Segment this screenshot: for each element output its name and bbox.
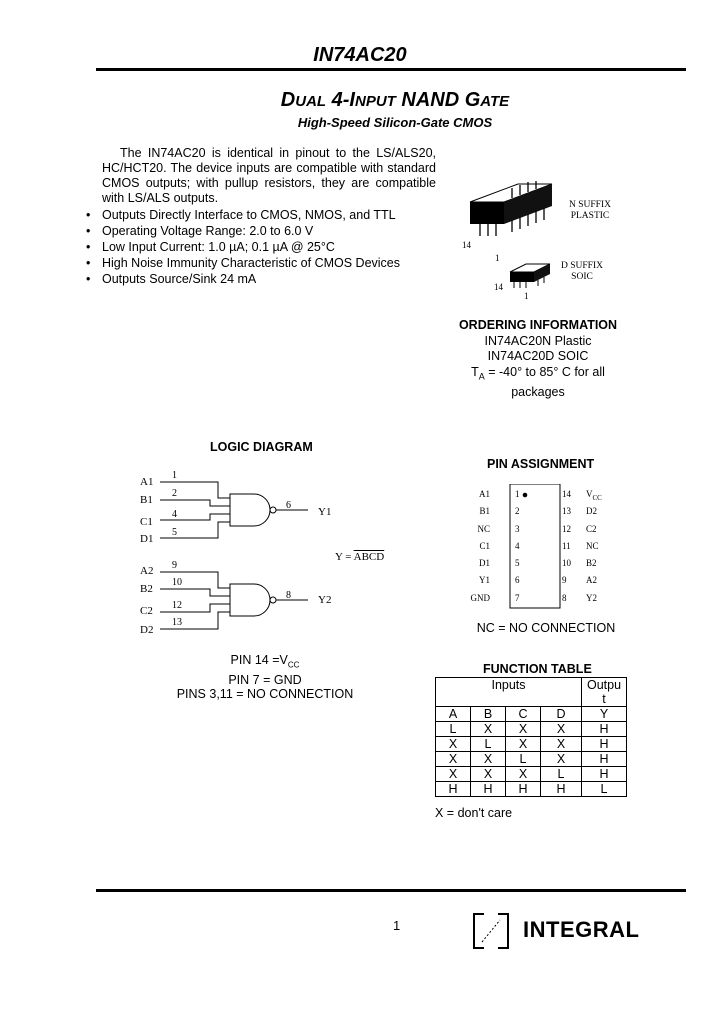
logic-notes — [150, 653, 380, 701]
function-table — [435, 677, 627, 797]
pin-1-label: 1 — [495, 253, 500, 263]
pin-name-text: V — [586, 489, 593, 499]
input-label-b1: B1 — [140, 494, 153, 506]
table-cell: A — [436, 707, 471, 722]
ordering-line: packages — [511, 384, 565, 399]
note-subscript: CC — [287, 660, 300, 670]
label-line: SOIC — [571, 272, 593, 282]
pin-name: Y1 — [479, 575, 490, 586]
pin-name: D2 — [586, 506, 597, 517]
input-label-b2: B2 — [140, 583, 153, 595]
input-label-a1: A1 — [140, 476, 154, 488]
temp-range: = -40° to 85° C for all — [484, 364, 605, 379]
pin-14-label: 14 — [462, 240, 471, 250]
equation-lhs: Y = — [335, 551, 354, 563]
input-label-d1: D1 — [140, 533, 154, 545]
table-cell: H — [582, 752, 627, 767]
input-label-a2: A2 — [140, 565, 154, 577]
brand-name: INTEGRAL — [523, 917, 640, 942]
title-part: NPUT — [354, 93, 396, 110]
input-label-c1: C1 — [140, 516, 153, 528]
pin-row — [440, 489, 620, 506]
inputs-header: Inputs — [436, 678, 582, 707]
table-cell: X — [471, 752, 506, 767]
output-header — [582, 678, 627, 707]
pin-number: 12 — [172, 600, 182, 611]
table-cell: H — [582, 722, 627, 737]
pin-row — [440, 524, 620, 541]
label-line: D SUFFIX — [561, 261, 603, 271]
pin-assignment-heading: PIN ASSIGNMENT — [487, 457, 595, 471]
pin-name: B2 — [586, 558, 597, 569]
table-header-row — [436, 678, 627, 707]
pin-number: 13 — [562, 506, 571, 517]
pin-number: 11 — [562, 540, 571, 551]
table-cell: X — [436, 752, 471, 767]
pin-number: 14 — [562, 489, 571, 499]
pin-name: A1 — [479, 489, 490, 499]
table-cell: X — [436, 737, 471, 752]
pin-name: GND — [470, 592, 490, 603]
pin-14-label: 14 — [494, 282, 503, 292]
feature-text: µA @ 25°C — [272, 240, 335, 254]
table-row — [436, 752, 627, 767]
feature-item: • Operating Voltage Range: 2.0 to 6.0 V — [102, 223, 400, 239]
note-line: PINS 3,11 = NO CONNECTION — [176, 686, 354, 701]
table-cell: Y — [582, 707, 627, 722]
title-part: G — [464, 89, 481, 111]
pin-number: 2 — [515, 506, 520, 517]
feature-text: µA; 0.1 — [229, 240, 273, 254]
table-cell: H — [436, 782, 471, 797]
output-header-line: t — [602, 692, 606, 706]
table-cell: H — [582, 737, 627, 752]
table-cell: X — [541, 737, 582, 752]
table-cell: H — [541, 782, 582, 797]
title-part: UAL — [295, 93, 327, 110]
equation-rhs: ABCD — [353, 551, 385, 563]
table-row — [436, 767, 627, 782]
output-label-y1: Y1 — [318, 506, 332, 518]
table-column-row — [436, 707, 627, 722]
pin-number: 10 — [172, 577, 182, 588]
table-cell: H — [506, 782, 541, 797]
table-row — [436, 737, 627, 752]
feature-list — [102, 207, 400, 287]
pin-number: 6 — [286, 500, 291, 511]
document-subtitle: High-Speed Silicon-Gate CMOS — [297, 115, 493, 130]
input-label-c2: C2 — [140, 605, 153, 617]
table-cell: L — [541, 767, 582, 782]
note-line — [150, 653, 380, 673]
table-row — [436, 722, 627, 737]
output-label-y2: Y2 — [318, 594, 332, 606]
nand-gate-1 — [230, 494, 270, 526]
feature-item: • High Noise Immunity Characteristic of CMOS Devices — [102, 255, 400, 271]
header-rule — [96, 68, 686, 71]
pin-number: 4 — [172, 509, 177, 520]
pin-name — [586, 489, 602, 502]
pin-1-label: 1 — [524, 291, 529, 301]
table-footnote: X = don't care — [435, 806, 513, 820]
table-cell: X — [541, 752, 582, 767]
pin-number: 7 — [515, 592, 520, 603]
table-cell: D — [541, 707, 582, 722]
pin-number: 3 — [515, 523, 520, 534]
function-table-heading: FUNCTION TABLE — [483, 662, 592, 676]
table-cell: L — [506, 752, 541, 767]
d-suffix-label — [552, 261, 612, 283]
pin-name: C1 — [479, 540, 490, 551]
feature-item: • Outputs Directly Interface to CMOS, NMOS, and TTL — [102, 207, 400, 223]
ordering-line: IN74AC20N Plastic — [484, 333, 592, 348]
pin-name: A2 — [586, 575, 597, 586]
feature-text: Low Input Current: 1.0 — [102, 240, 230, 254]
logic-equation — [335, 551, 384, 563]
pin-number: 5 — [172, 527, 177, 538]
table-cell: X — [506, 737, 541, 752]
document-title — [170, 89, 620, 112]
table-cell: L — [582, 782, 627, 797]
note-line: PIN 7 = GND — [228, 672, 302, 687]
table-cell: B — [471, 707, 506, 722]
pin-number: 9 — [562, 575, 567, 586]
label-line: N SUFFIX — [569, 200, 611, 210]
pin-number: 10 — [562, 558, 571, 569]
n-suffix-label — [560, 200, 620, 222]
table-cell: X — [506, 767, 541, 782]
pin-number: 8 — [286, 590, 291, 601]
pin-name: D1 — [479, 558, 490, 569]
title-part: ATE — [480, 93, 510, 110]
nand-gate-2 — [230, 584, 270, 616]
pin-row — [440, 541, 620, 558]
pin-number: 6 — [515, 575, 520, 586]
dip-package-image — [470, 181, 552, 236]
soic-package-image — [510, 264, 550, 288]
table-cell: X — [506, 722, 541, 737]
pin-name: NC — [477, 523, 490, 534]
table-cell: C — [506, 707, 541, 722]
table-cell: L — [471, 737, 506, 752]
pin-table — [440, 489, 620, 610]
pin-name: Y2 — [586, 592, 597, 603]
integral-logo-icon — [472, 912, 512, 952]
note-text: PIN 14 =V — [230, 653, 288, 667]
page-number: 1 — [393, 918, 401, 933]
nc-note: NC = NO CONNECTION — [476, 621, 616, 635]
pin-number: 4 — [515, 540, 520, 551]
table-cell: H — [471, 782, 506, 797]
pin-number: 9 — [172, 560, 177, 571]
table-row — [436, 782, 627, 797]
pin-number: 1 — [172, 470, 177, 481]
title-part: NAND — [401, 89, 460, 111]
pin-number: 5 — [515, 558, 520, 569]
pin-name: C2 — [586, 523, 597, 534]
pin-number: 1 — [515, 489, 520, 499]
table-cell: X — [436, 767, 471, 782]
package-illustration — [460, 180, 570, 305]
pin-row — [440, 593, 620, 610]
table-cell: H — [582, 767, 627, 782]
intro-paragraph: The IN74AC20 is identical in pinout to the LS/ALS20, HC/HCT20. The device inputs are compatible with standard CMOS outputs; with pullup resistors, they are compatible with LS/ALS outputs. — [102, 146, 436, 205]
pin-number: 12 — [562, 523, 571, 534]
ordering-line: IN74AC20D SOIC — [487, 349, 589, 363]
temp-subscript: A — [478, 371, 485, 381]
pin-name: NC — [586, 540, 599, 551]
feature-item: • Outputs Source/Sink 24 mA — [102, 271, 400, 287]
part-number-header: IN74AC20 — [313, 44, 407, 66]
input-label-d2: D2 — [140, 624, 154, 636]
feature-item — [102, 239, 400, 255]
temp-symbol: T — [471, 364, 479, 379]
label-line: PLASTIC — [570, 211, 610, 221]
logic-diagram-heading: LOGIC DIAGRAM — [210, 440, 313, 454]
table-cell: X — [541, 722, 582, 737]
pin-number: 8 — [562, 592, 567, 603]
pin-number: 13 — [172, 617, 182, 628]
ordering-line — [440, 365, 636, 385]
table-cell: X — [471, 722, 506, 737]
pin-row — [440, 506, 620, 523]
output-header-line: Outpu — [586, 678, 622, 692]
table-cell: L — [436, 722, 471, 737]
pin-name-sub: CC — [592, 493, 602, 502]
pin-row — [440, 575, 620, 592]
footer-rule — [96, 889, 686, 892]
pin-row — [440, 558, 620, 575]
ordering-information — [440, 318, 636, 400]
ordering-heading: ORDERING INFORMATION — [458, 318, 618, 332]
table-cell: X — [471, 767, 506, 782]
pin-number: 2 — [172, 488, 177, 499]
title-part: 4-I — [331, 89, 355, 111]
pin-name: B1 — [479, 506, 490, 517]
title-part: D — [280, 89, 296, 111]
